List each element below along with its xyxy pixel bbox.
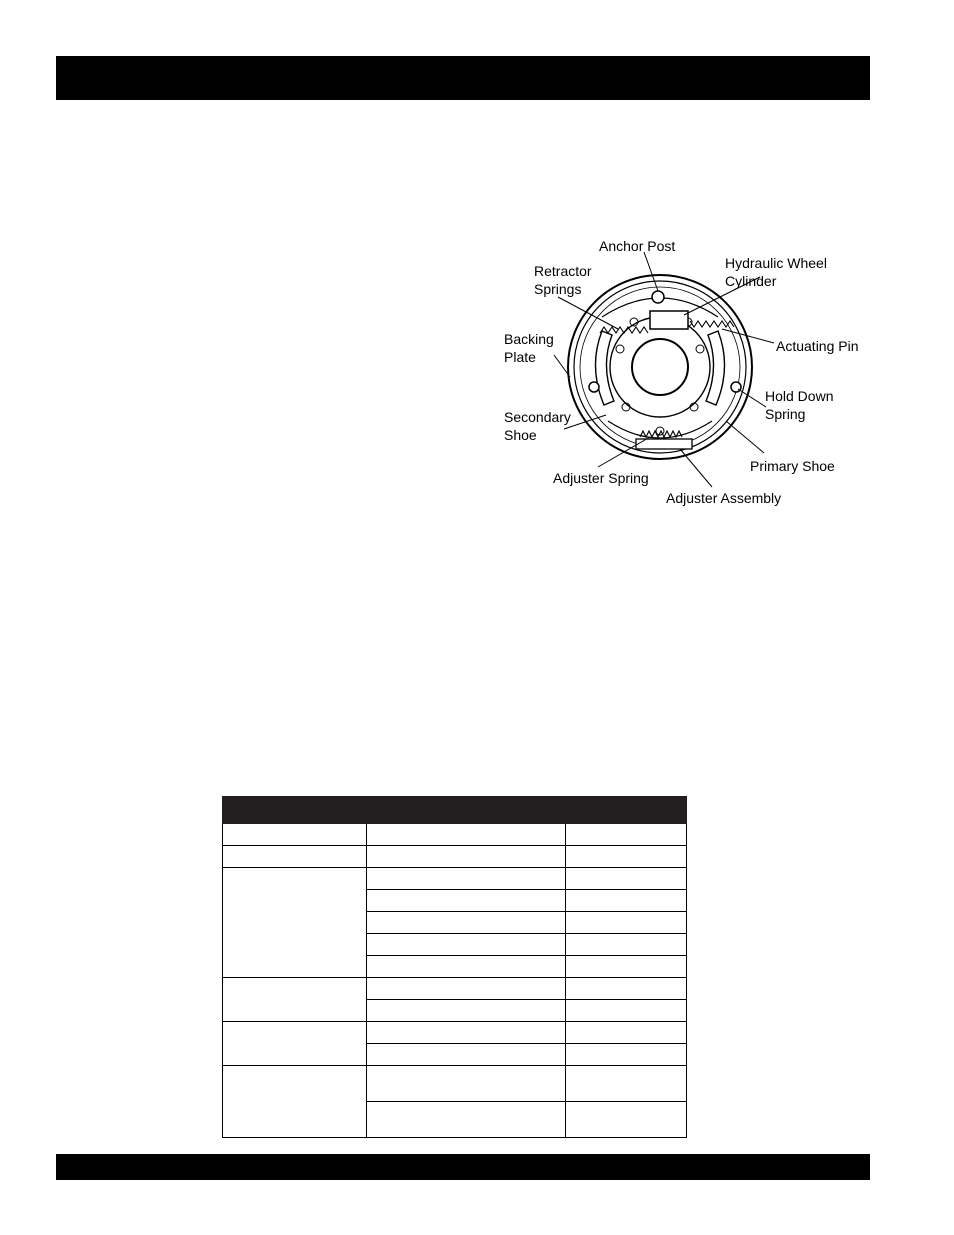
- table-header-cell: [367, 797, 565, 824]
- table-cell: [367, 846, 565, 868]
- retractor-spring-right: [690, 321, 734, 327]
- label-hold-down: Hold Down: [765, 388, 834, 404]
- label-retractor: Retractor: [534, 263, 592, 279]
- label-adjuster-assembly: Adjuster Assembly: [666, 490, 782, 506]
- hold-down-spring-left: [589, 382, 599, 392]
- label-primary-shoe: Primary Shoe: [750, 458, 835, 474]
- header-bar: [56, 56, 870, 100]
- table-cell: [565, 824, 686, 846]
- table-header-cell: [565, 797, 686, 824]
- leader-hold-down-spring: [738, 389, 766, 407]
- table-cell: [565, 956, 686, 978]
- adjuster-spring-shape: [640, 431, 682, 437]
- table-cell: [367, 1000, 565, 1022]
- table-header-row: [223, 797, 687, 824]
- table-cell: [223, 978, 367, 1022]
- leader-anchor-post: [644, 252, 658, 291]
- table-header-cell: [223, 797, 367, 824]
- table-cell: [367, 912, 565, 934]
- table-cell: [565, 868, 686, 890]
- table-cell: [565, 846, 686, 868]
- table-cell: [565, 978, 686, 1000]
- table-cell: [367, 868, 565, 890]
- table-cell: [565, 934, 686, 956]
- table-cell: [367, 934, 565, 956]
- leader-adjuster-assembly: [680, 449, 712, 487]
- table-cell: [223, 824, 367, 846]
- table-cell: [367, 978, 565, 1000]
- spec-table: [222, 796, 687, 1138]
- label-plate: Plate: [504, 349, 536, 365]
- table-cell: [367, 824, 565, 846]
- table-cell: [367, 1066, 565, 1102]
- table-cell: [565, 1044, 686, 1066]
- table-row: [223, 1022, 687, 1044]
- wheel-cylinder-shape: [650, 311, 688, 329]
- table-row: [223, 846, 687, 868]
- table-row: [223, 1066, 687, 1102]
- label-backing: Backing: [504, 331, 554, 347]
- label-secondary: Secondary: [504, 409, 571, 425]
- table-row: [223, 868, 687, 890]
- table-cell: [565, 1102, 686, 1138]
- label-shoe: Shoe: [504, 427, 537, 443]
- label-spring: Spring: [765, 406, 806, 422]
- table-cell: [565, 1066, 686, 1102]
- axle-hole: [632, 339, 688, 395]
- table-row: [223, 978, 687, 1000]
- footer-bar: [56, 1154, 870, 1180]
- table-cell: [367, 1022, 565, 1044]
- table-cell: [367, 956, 565, 978]
- table-cell: [223, 1066, 367, 1138]
- table-cell: [223, 868, 367, 978]
- label-cylinder: Cylinder: [725, 273, 777, 289]
- table-cell: [565, 1022, 686, 1044]
- label-springs: Springs: [534, 281, 582, 297]
- leader-primary-shoe: [726, 421, 764, 453]
- anchor-post-shape: [652, 291, 664, 303]
- label-adjuster-spring: Adjuster Spring: [553, 470, 649, 486]
- label-actuating-pin: Actuating Pin: [776, 338, 859, 354]
- drum-brake-diagram: [490, 225, 870, 520]
- table-cell: [367, 1102, 565, 1138]
- table-cell: [367, 890, 565, 912]
- table-cell: [565, 890, 686, 912]
- table-cell: [565, 1000, 686, 1022]
- table-cell: [565, 912, 686, 934]
- label-anchor-post: Anchor Post: [599, 238, 676, 254]
- drum-brake-svg: [490, 225, 870, 520]
- label-hydraulic-wheel: Hydraulic Wheel: [725, 255, 827, 271]
- table-row: [223, 824, 687, 846]
- table-cell: [223, 1022, 367, 1066]
- table-cell: [367, 1044, 565, 1066]
- table-cell: [223, 846, 367, 868]
